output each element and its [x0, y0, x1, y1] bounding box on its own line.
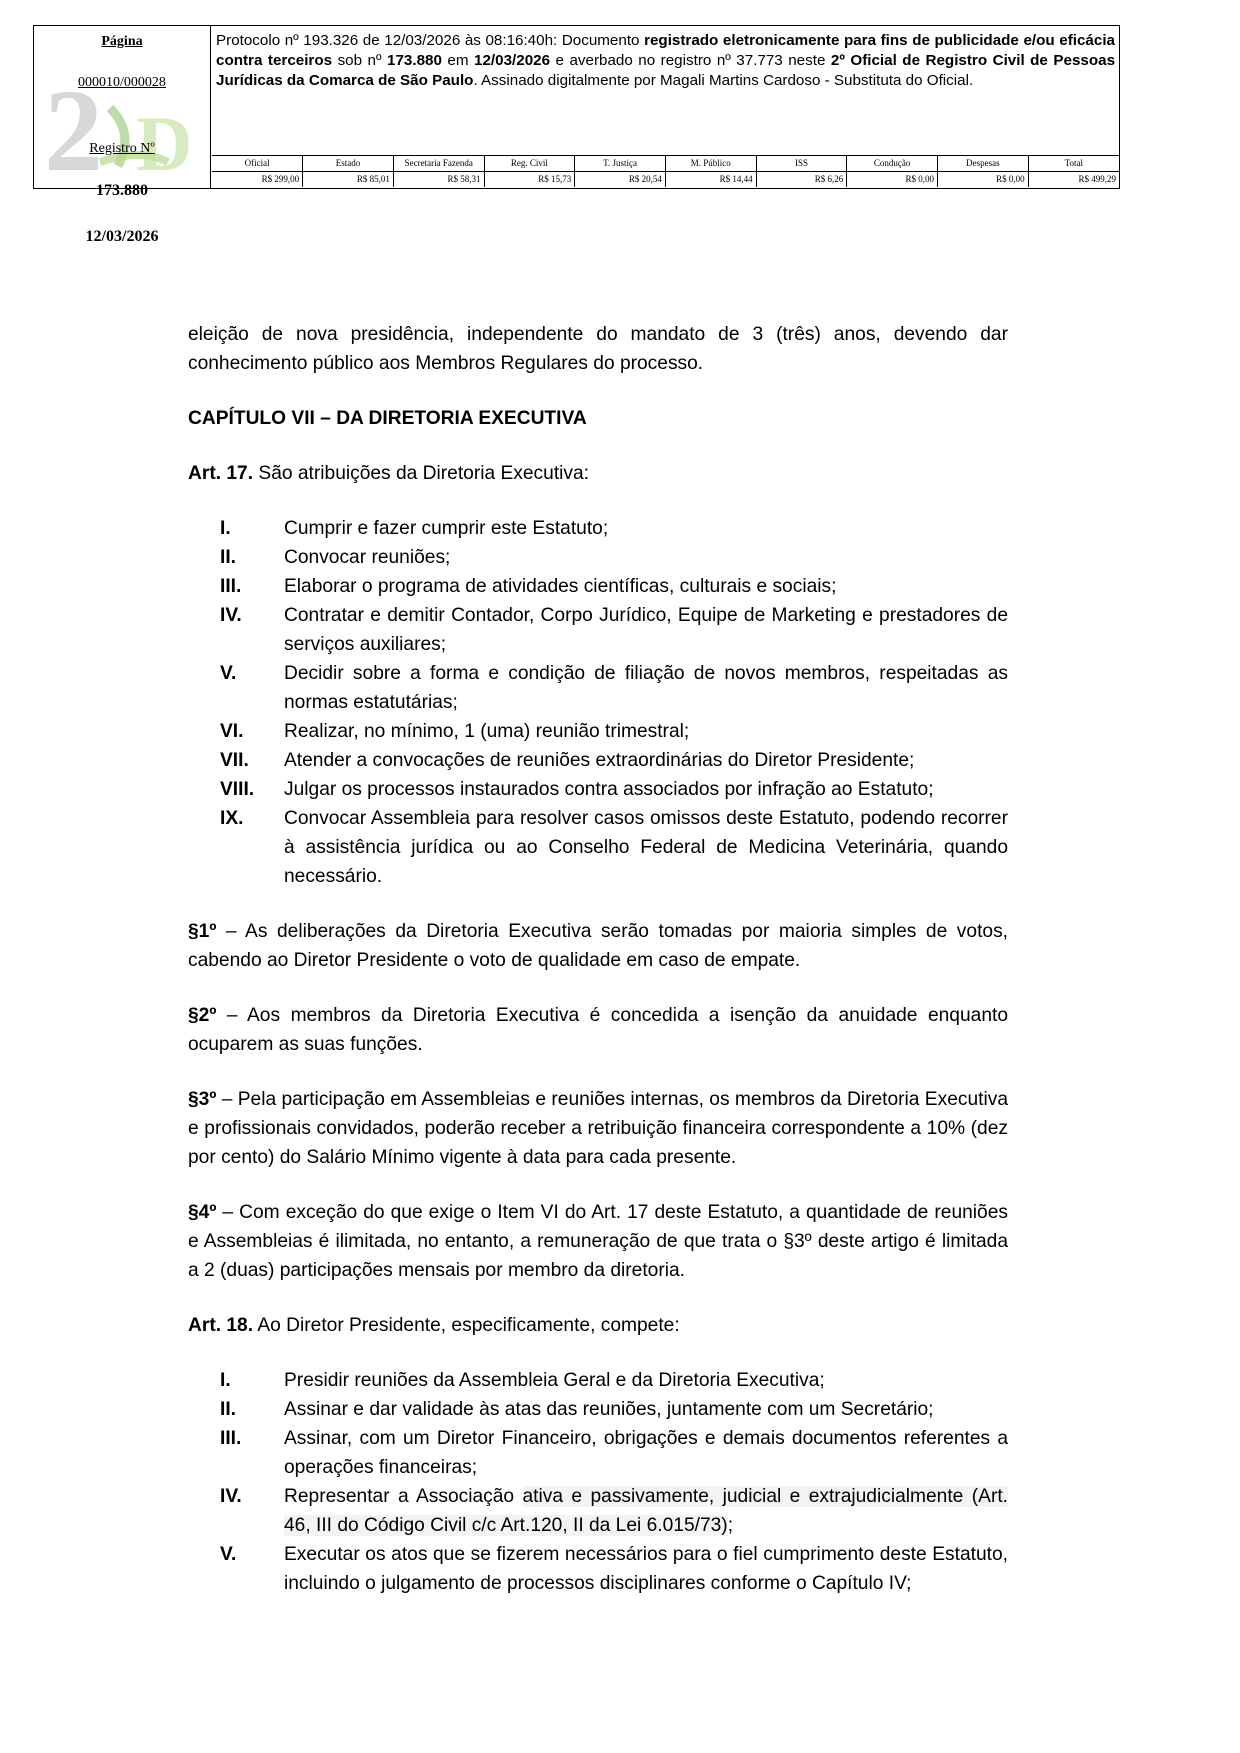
- article-18-text: Ao Diretor Presidente, especificamente, compete:: [253, 1315, 680, 1336]
- list-item: [188, 775, 1008, 804]
- fee-value-cell: R$ 85,01: [303, 172, 394, 188]
- spacer: [188, 1172, 1008, 1198]
- list-item: [188, 1540, 1008, 1598]
- fee-value-cell: R$ 6,26: [756, 172, 847, 188]
- item-text: Representar a Associação ativa e passivamente, judicial e extrajudicialmente (Art. 46, III do Código Civil c/c Art.120, II da Lei 6.015/73);: [284, 1486, 1008, 1536]
- list-item: [188, 1366, 1008, 1395]
- list-item: [188, 659, 1008, 717]
- spacer: [188, 1285, 1008, 1311]
- fee-value-cell: R$ 299,00: [212, 172, 303, 188]
- protocol-text-run: 173.880: [387, 52, 442, 69]
- article-17-intro: [188, 459, 1008, 488]
- list-item: [188, 746, 1008, 775]
- item-text: Convocar reuniões;: [284, 547, 451, 568]
- fee-value-cell: R$ 499,29: [1028, 172, 1119, 188]
- section-paragraph: §1º – As deliberações da Diretoria Executiva serão tomadas por maioria simples de votos, cabendo ao Diretor Presidente o voto de qualidade em caso de empate.: [188, 921, 1008, 971]
- fee-value-cell: R$ 0,00: [938, 172, 1029, 188]
- list-item: [188, 1395, 1008, 1424]
- fee-header-cell: Oficial: [212, 156, 303, 172]
- protocol-text-run: em: [441, 52, 475, 69]
- item-number: III.: [220, 576, 242, 597]
- list-item: [188, 543, 1008, 572]
- fee-value-cell: R$ 20,54: [575, 172, 666, 188]
- fee-header-cell: Despesas: [938, 156, 1029, 172]
- paragraphs-section: [188, 917, 1008, 1311]
- section-label: §4º: [188, 1202, 217, 1223]
- intro-paragraph: eleição de nova presidência, independente do mandato de 3 (três) anos, devendo dar conhecimento público aos Membros Regulares do processo.: [188, 324, 1008, 374]
- fee-value-cell: R$ 58,31: [393, 172, 484, 188]
- document-body: [188, 320, 1008, 1598]
- item-number: V.: [220, 1544, 237, 1565]
- item-text: Realizar, no mínimo, 1 (uma) reunião trimestral;: [284, 721, 690, 742]
- item-number: IV.: [220, 605, 242, 626]
- fee-value-cell: R$ 15,73: [484, 172, 575, 188]
- section-label: §1º: [188, 921, 217, 942]
- protocol-text-run: e averbado no registro nº 37.773 neste: [550, 52, 831, 69]
- article-17-label: Art. 17.: [188, 463, 254, 484]
- item-number: VI.: [220, 721, 244, 742]
- item-text: Decidir sobre a forma e condição de filiação de novos membros, respeitadas as normas estatutárias;: [284, 663, 1008, 713]
- registry-box: [34, 26, 211, 245]
- fees-values-row: [212, 172, 1119, 188]
- list-item: [188, 601, 1008, 659]
- page-label: Página: [101, 34, 143, 49]
- item-text: Assinar, com um Diretor Financeiro, obrigações e demais documentos referentes a operações financeiras;: [284, 1428, 1008, 1478]
- article-18-intro: [188, 1311, 1008, 1340]
- item-text: Presidir reuniões da Assembleia Geral e da Diretoria Executiva;: [284, 1370, 825, 1391]
- fees-header-row: [212, 156, 1119, 172]
- item-number: III.: [220, 1428, 242, 1449]
- item-number: I.: [220, 518, 231, 539]
- highlighted-text: ativa e passivamente, judicial e extrajudicialmente (Art. 46, III do Código Civil c/c Art.120, II da Lei 6.015/73): [284, 1486, 1008, 1536]
- item-text: Cumprir e fazer cumprir este Estatuto;: [284, 518, 609, 539]
- protocol-text-run: Protocolo nº 193.326 de 12/03/2026 às 08:16:40h: Documento: [216, 32, 645, 49]
- article-18-list: [188, 1366, 1008, 1598]
- item-text: Julgar os processos instaurados contra associados por infração ao Estatuto;: [284, 779, 934, 800]
- fees-table: [212, 155, 1119, 187]
- list-item: [188, 1482, 1008, 1540]
- section-label: §2º: [188, 1005, 217, 1026]
- section-paragraph: §3º – Pela participação em Assembleias e reuniões internas, os membros da Diretoria Executiva e profissionais convidados, poderão receber a retribuição financeira correspondente a 10% (dez por cento) do Salário Mínimo vigente à data para cada presente.: [188, 1089, 1008, 1168]
- registry-number: 173.880: [96, 182, 148, 199]
- registry-label: Registro Nº: [89, 141, 155, 156]
- item-text: Atender a convocações de reuniões extraordinárias do Diretor Presidente;: [284, 750, 915, 771]
- item-number: II.: [220, 1399, 236, 1420]
- spacer: [188, 975, 1008, 1001]
- item-text: Contratar e demitir Contador, Corpo Jurídico, Equipe de Marketing e prestadores de serviços auxiliares;: [284, 605, 1008, 655]
- item-text: Executar os atos que se fizerem necessários para o fiel cumprimento deste Estatuto, incluindo o julgamento de processos disciplinares conforme o Capítulo IV;: [284, 1544, 1008, 1594]
- item-number: IX.: [220, 808, 244, 829]
- article-17-list: [188, 514, 1008, 891]
- section-paragraph: §2º – Aos membros da Diretoria Executiva é concedida a isenção da anuidade enquanto ocuparem as suas funções.: [188, 1005, 1008, 1055]
- fee-header-cell: T. Justiça: [575, 156, 666, 172]
- item-number: II.: [220, 547, 236, 568]
- registration-stamp: [33, 25, 1120, 245]
- item-number: V.: [220, 663, 237, 684]
- item-text: Convocar Assembleia para resolver casos omissos deste Estatuto, podendo recorrer à assistência jurídica ou ao Conselho Federal de Medicina Veterinária, quando necessário.: [284, 808, 1008, 887]
- fee-value-cell: R$ 14,44: [665, 172, 756, 188]
- fee-value-cell: R$ 0,00: [847, 172, 938, 188]
- item-number: IV.: [220, 1486, 242, 1507]
- item-number: VIII.: [220, 779, 255, 800]
- fee-header-cell: Condução: [847, 156, 938, 172]
- protocol-text-run: 12/03/2026: [474, 52, 551, 69]
- protocol-text-run: 2º Oficial de Registro Civil de Pessoas Jurídicas da Comarca de São Paulo: [216, 52, 1116, 89]
- list-item: [188, 717, 1008, 746]
- fee-header-cell: Secretaria Fazenda: [393, 156, 484, 172]
- page-number: 000010/000028: [78, 75, 166, 90]
- list-item: [188, 1424, 1008, 1482]
- protocol-text-run: . Assinado digitalmente por Magali Martins Cardoso - Substituta do Oficial.: [473, 72, 974, 89]
- item-number: I.: [220, 1370, 231, 1391]
- article-17-text: São atribuições da Diretoria Executiva:: [253, 463, 590, 484]
- svg-text:D: D: [136, 100, 193, 187]
- svg-text:2: 2: [44, 65, 103, 196]
- fee-header-cell: Total: [1028, 156, 1119, 172]
- spacer: [188, 1059, 1008, 1085]
- registry-date: 12/03/2026: [85, 228, 159, 245]
- list-item: [188, 572, 1008, 601]
- protocol-text-run: registrado eletronicamente para fins de publicidade e/ou eficácia contra terceiros: [216, 32, 1115, 69]
- article-18-label: Art. 18.: [188, 1315, 254, 1336]
- chapter-heading: CAPÍTULO VII – DA DIRETORIA EXECUTIVA: [188, 408, 587, 429]
- protocol-text-run: sob nº: [332, 52, 388, 69]
- item-text: Elaborar o programa de atividades científicas, culturais e sociais;: [284, 576, 837, 597]
- section-label: §3º: [188, 1089, 217, 1110]
- section-paragraph: §4º – Com exceção do que exige o Item VI do Art. 17 deste Estatuto, a quantidade de reuniões e Assembleias é ilimitada, no entanto, a remuneração de que trata o §3º deste artigo é limitada a 2 (duas) participações mensais por membro da diretoria.: [188, 1202, 1008, 1281]
- fee-header-cell: Estado: [303, 156, 394, 172]
- list-item: [188, 804, 1008, 891]
- fee-header-cell: Reg. Civil: [484, 156, 575, 172]
- item-number: VII.: [220, 750, 249, 771]
- item-text: Assinar e dar validade às atas das reuniões, juntamente com um Secretário;: [284, 1399, 934, 1420]
- list-item: [188, 514, 1008, 543]
- fee-header-cell: ISS: [756, 156, 847, 172]
- protocol-text: [212, 26, 1119, 155]
- fee-header-cell: M. Público: [665, 156, 756, 172]
